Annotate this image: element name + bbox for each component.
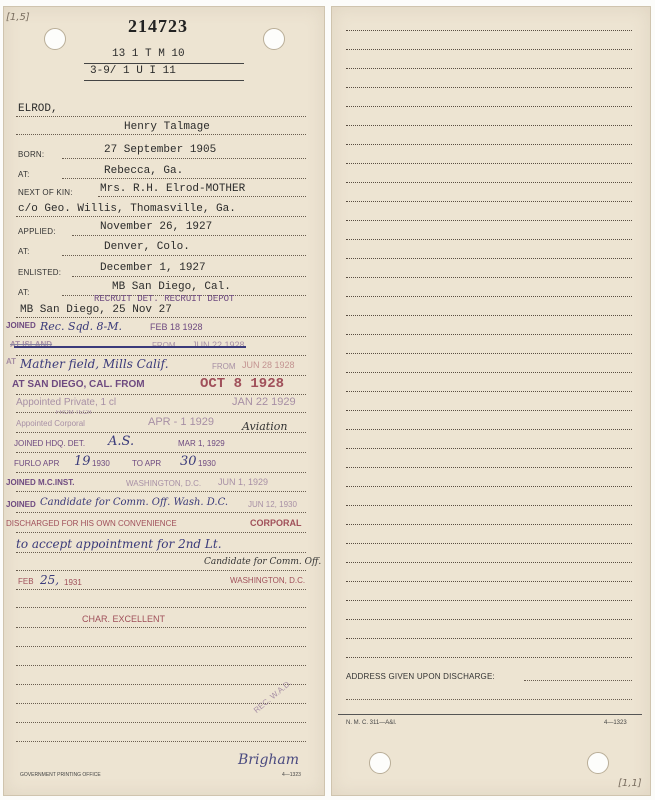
ruled-line bbox=[346, 201, 632, 202]
ruled-line bbox=[346, 30, 632, 31]
character-rating: CHAR. EXCELLENT bbox=[82, 614, 166, 624]
ruled-line bbox=[346, 524, 632, 525]
mb-line: MB San Diego, 25 Nov 27 bbox=[20, 304, 172, 316]
punch-hole bbox=[44, 28, 66, 50]
ruled-line bbox=[346, 239, 632, 240]
strike-line bbox=[14, 346, 246, 348]
ruled-line bbox=[346, 505, 632, 506]
field-value-birthplace: Rebecca, Ga. bbox=[104, 165, 184, 177]
ruled-line bbox=[346, 49, 632, 50]
punch-hole bbox=[587, 752, 609, 774]
ruled-line bbox=[346, 163, 632, 164]
ruled-line bbox=[346, 467, 632, 468]
ruled-line bbox=[346, 600, 632, 601]
entry-joined-date: FEB 18 1928 bbox=[150, 322, 203, 332]
form-divider bbox=[338, 714, 642, 715]
entry-at-island-from: FROM bbox=[152, 341, 176, 350]
entry-at-mather-from: FROM bbox=[212, 362, 236, 371]
field-label-birthplace: AT: bbox=[18, 170, 30, 179]
discharge-date-year: 1931 bbox=[64, 578, 82, 587]
entry-furlo-label: FURLO APR bbox=[14, 459, 60, 468]
entry-appointed-corporal: Appointed Corporal bbox=[16, 419, 85, 428]
discharge-date-month: FEB bbox=[18, 577, 34, 586]
field-label-enlisted: ENLISTED: bbox=[18, 268, 62, 277]
field-value-applied-at: Denver, Colo. bbox=[104, 241, 190, 253]
field-value-born: 27 September 1905 bbox=[104, 144, 217, 156]
form-number: N. M. C. 311—A&I. bbox=[346, 720, 397, 726]
signature: Brigham bbox=[238, 752, 300, 768]
discharge-date-hand: 25, bbox=[40, 573, 60, 587]
entry-furlo-end-hand: 30 bbox=[180, 454, 197, 469]
entry-at-mather-date: JUN 28 1928 bbox=[242, 360, 295, 370]
ruled-line bbox=[346, 182, 632, 183]
ruled-line bbox=[346, 106, 632, 107]
recruit-stamp: RECRUIT DET. RECRUIT DEPOT bbox=[94, 294, 235, 304]
ruled-line bbox=[346, 657, 632, 658]
ruled-line bbox=[346, 334, 632, 335]
code-divider bbox=[84, 80, 244, 81]
discharge-reason: DISCHARGED FOR HIS OWN CONVENIENCE bbox=[6, 519, 177, 528]
entry-joined-mc-place: WASHINGTON, D.C. bbox=[126, 479, 202, 488]
entry-at-san-diego: AT SAN DIEGO, CAL. FROM bbox=[12, 379, 145, 390]
ruled-line bbox=[346, 68, 632, 69]
ruled-line bbox=[346, 562, 632, 563]
discharge-rank: CORPORAL bbox=[250, 518, 302, 528]
entry-appointed-private-date: JAN 22 1929 bbox=[232, 396, 296, 408]
ruled-line bbox=[346, 125, 632, 126]
field-value-enlisted-at: MB San Diego, Cal. bbox=[112, 281, 231, 293]
entry-furlo-start-year: 1930 bbox=[92, 459, 110, 468]
entry-joined-mc-label: JOINED M.C.INST. bbox=[6, 478, 75, 487]
entry-joined-cand-hand: Candidate for Comm. Off. Wash. D.C. bbox=[40, 497, 229, 508]
ruled-line bbox=[346, 296, 632, 297]
entry-joined-hdq: JOINED HDQ. DET. bbox=[14, 439, 86, 448]
field-label-next-of-kin: NEXT OF KIN: bbox=[18, 188, 73, 197]
corner-note: [1,5] bbox=[6, 12, 30, 23]
ruled-line bbox=[346, 448, 632, 449]
serial-number: 214723 bbox=[128, 16, 188, 36]
entry-at-mather-hand: Mather field, Mills Calif. bbox=[20, 357, 169, 371]
ruled-line bbox=[346, 220, 632, 221]
entry-joined-hdq-hand: A.S. bbox=[108, 434, 135, 449]
ruled-line bbox=[346, 144, 632, 145]
entry-furlo-to: TO APR bbox=[132, 459, 162, 468]
entry-appointed-corporal-date: APR - 1 1929 bbox=[148, 416, 215, 428]
entry-joined-mc-date: JUN 1, 1929 bbox=[218, 477, 269, 487]
ruled-line bbox=[346, 429, 632, 430]
punch-hole bbox=[263, 28, 285, 50]
field-label-born: BORN: bbox=[18, 150, 45, 159]
surname: ELROD, bbox=[18, 103, 58, 115]
field-label-enlisted-at: AT: bbox=[18, 288, 30, 297]
ruled-line bbox=[346, 353, 632, 354]
address-label: ADDRESS GIVEN UPON DISCHARGE: bbox=[346, 672, 495, 681]
field-value-enlisted: December 1, 1927 bbox=[100, 262, 206, 274]
footer-form-code: 4—1323 bbox=[282, 772, 301, 778]
entry-from-tech: FROM TECH bbox=[56, 410, 92, 416]
candidate-note-hand: Candidate for Comm. Off. bbox=[204, 557, 322, 567]
ruled-line bbox=[346, 258, 632, 259]
ruled-line bbox=[346, 277, 632, 278]
entry-furlo-end-year: 1930 bbox=[198, 459, 216, 468]
entry-joined-label: JOINED bbox=[6, 321, 36, 330]
accept-appointment-hand: to accept appointment for 2nd Lt. bbox=[16, 537, 222, 551]
code-divider bbox=[84, 63, 244, 64]
entry-aviation-hand: Aviation bbox=[242, 420, 288, 433]
entry-at-island-label: AT ISLAND bbox=[10, 340, 53, 349]
entry-at-san-diego-date: OCT 8 1928 bbox=[200, 376, 285, 392]
ruled-line bbox=[346, 486, 632, 487]
ruled-line bbox=[346, 581, 632, 582]
entry-furlo-start-hand: 19 bbox=[74, 454, 91, 469]
entry-at-island-date: JUN 22 1928 bbox=[192, 340, 245, 350]
field-value-applied: November 26, 1927 bbox=[100, 221, 213, 233]
entry-joined-hand: Rec. Sqd. 8-M. bbox=[40, 320, 123, 333]
entry-joined-cand-date: JUN 12, 1930 bbox=[248, 500, 297, 509]
corner-note: [1,1] bbox=[618, 778, 642, 789]
given-names: Henry Talmage bbox=[124, 121, 210, 133]
ruled-line bbox=[346, 619, 632, 620]
field-label-applied-at: AT: bbox=[18, 247, 30, 256]
ruled-line bbox=[346, 315, 632, 316]
footer-printing-office: GOVERNMENT PRINTING OFFICE bbox=[20, 772, 101, 778]
entry-at-label: AT bbox=[6, 357, 17, 366]
ruled-line bbox=[346, 372, 632, 373]
discharge-place: WASHINGTON, D.C. bbox=[230, 576, 306, 585]
code-bottom: 3-9/ 1 U I 11 bbox=[90, 65, 176, 77]
field-value-next-of-kin: Mrs. R.H. Elrod-MOTHER bbox=[100, 183, 246, 195]
ruled-line bbox=[346, 638, 632, 639]
ruled-line bbox=[346, 410, 632, 411]
punch-hole bbox=[369, 752, 391, 774]
entry-joined-cand-label: JOINED bbox=[6, 500, 36, 509]
code-top: 13 1 T M 10 bbox=[112, 48, 185, 60]
field-label-applied: APPLIED: bbox=[18, 227, 56, 236]
ruled-line bbox=[346, 543, 632, 544]
entry-joined-hdq-date: MAR 1, 1929 bbox=[178, 439, 225, 448]
field-value-kin-address: c/o Geo. Willis, Thomasville, Ga. bbox=[18, 203, 236, 215]
ruled-line bbox=[346, 87, 632, 88]
received-stamp: REC. W.A.D. bbox=[252, 678, 294, 715]
form-code: 4—1323 bbox=[604, 720, 627, 726]
ruled-line bbox=[346, 391, 632, 392]
entry-appointed-private: Appointed Private, 1 cl bbox=[16, 397, 117, 408]
